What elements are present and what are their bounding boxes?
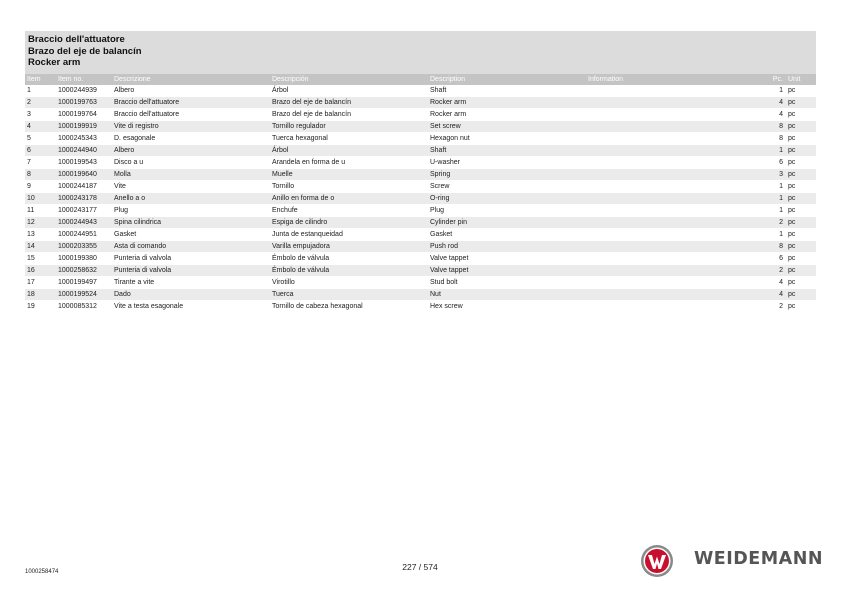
col-header-information: Information bbox=[586, 74, 756, 85]
cell-description: Hexagon nut bbox=[428, 133, 586, 145]
cell-description: Plug bbox=[428, 205, 586, 217]
cell-descrizione: Vite di registro bbox=[112, 121, 270, 133]
cell-item-no: 1000244939 bbox=[56, 85, 112, 97]
table-row bbox=[25, 145, 816, 157]
col-header-pc: Pc. bbox=[756, 74, 786, 85]
title-band bbox=[25, 31, 816, 74]
cell-information bbox=[586, 145, 756, 157]
cell-item-no: 1000199764 bbox=[56, 109, 112, 121]
cell-descrizione: Punteria di valvola bbox=[112, 265, 270, 277]
table-row bbox=[25, 217, 816, 229]
cell-pc: 4 bbox=[756, 97, 786, 109]
table-row bbox=[25, 85, 816, 97]
cell-item: 14 bbox=[25, 241, 56, 253]
cell-description: U-washer bbox=[428, 157, 586, 169]
cell-item: 3 bbox=[25, 109, 56, 121]
cell-pc: 4 bbox=[756, 289, 786, 301]
cell-information bbox=[586, 193, 756, 205]
cell-descripcion: Tornillo regulador bbox=[270, 121, 428, 133]
cell-description: Set screw bbox=[428, 121, 586, 133]
cell-description: Valve tappet bbox=[428, 265, 586, 277]
cell-descrizione: D. esagonale bbox=[112, 133, 270, 145]
cell-item-no: 1000258632 bbox=[56, 265, 112, 277]
cell-pc: 4 bbox=[756, 277, 786, 289]
cell-description: Shaft bbox=[428, 85, 586, 97]
cell-descrizione: Vite bbox=[112, 181, 270, 193]
cell-descrizione: Tirante a vite bbox=[112, 277, 270, 289]
cell-pc: 8 bbox=[756, 133, 786, 145]
cell-item: 15 bbox=[25, 253, 56, 265]
cell-description: Hex screw bbox=[428, 301, 586, 313]
cell-pc: 8 bbox=[756, 121, 786, 133]
cell-unit: pc bbox=[786, 265, 816, 277]
cell-item: 18 bbox=[25, 289, 56, 301]
cell-descripcion: Brazo del eje de balancín bbox=[270, 109, 428, 121]
cell-description: Rocker arm bbox=[428, 97, 586, 109]
cell-item: 6 bbox=[25, 145, 56, 157]
cell-item: 10 bbox=[25, 193, 56, 205]
cell-item-no: 1000199524 bbox=[56, 289, 112, 301]
cell-unit: pc bbox=[786, 217, 816, 229]
cell-information bbox=[586, 229, 756, 241]
cell-item-no: 1000199763 bbox=[56, 97, 112, 109]
cell-descrizione: Disco a u bbox=[112, 157, 270, 169]
cell-pc: 1 bbox=[756, 205, 786, 217]
cell-unit: pc bbox=[786, 289, 816, 301]
title-english: Rocker arm bbox=[28, 57, 81, 68]
cell-descripcion: Tuerca hexagonal bbox=[270, 133, 428, 145]
cell-pc: 3 bbox=[756, 169, 786, 181]
cell-item-no: 1000243178 bbox=[56, 193, 112, 205]
cell-item: 19 bbox=[25, 301, 56, 313]
cell-descrizione: Dado bbox=[112, 289, 270, 301]
table-row bbox=[25, 277, 816, 289]
cell-descripcion: Émbolo de válvula bbox=[270, 265, 428, 277]
cell-item: 9 bbox=[25, 181, 56, 193]
cell-item-no: 1000199497 bbox=[56, 277, 112, 289]
cell-description: Cylinder pin bbox=[428, 217, 586, 229]
cell-description: O-ring bbox=[428, 193, 586, 205]
cell-item: 12 bbox=[25, 217, 56, 229]
col-header-descripcion: Descripción bbox=[270, 74, 428, 85]
cell-information bbox=[586, 241, 756, 253]
cell-pc: 1 bbox=[756, 85, 786, 97]
table-row bbox=[25, 241, 816, 253]
cell-pc: 2 bbox=[756, 301, 786, 313]
cell-descrizione: Braccio dell'attuatore bbox=[112, 109, 270, 121]
cell-information bbox=[586, 109, 756, 121]
cell-descripcion: Arandela en forma de u bbox=[270, 157, 428, 169]
table-row bbox=[25, 205, 816, 217]
cell-descrizione: Vite a testa esagonale bbox=[112, 301, 270, 313]
table-row bbox=[25, 109, 816, 121]
cell-information bbox=[586, 289, 756, 301]
cell-descrizione: Punteria di valvola bbox=[112, 253, 270, 265]
cell-item: 11 bbox=[25, 205, 56, 217]
cell-unit: pc bbox=[786, 241, 816, 253]
cell-information bbox=[586, 169, 756, 181]
cell-item: 17 bbox=[25, 277, 56, 289]
cell-item: 4 bbox=[25, 121, 56, 133]
cell-pc: 2 bbox=[756, 217, 786, 229]
cell-description: Valve tappet bbox=[428, 253, 586, 265]
table-row bbox=[25, 229, 816, 241]
table-row bbox=[25, 253, 816, 265]
cell-item-no: 1000199640 bbox=[56, 169, 112, 181]
cell-information bbox=[586, 85, 756, 97]
cell-pc: 1 bbox=[756, 229, 786, 241]
cell-information bbox=[586, 121, 756, 133]
cell-item-no: 1000199543 bbox=[56, 157, 112, 169]
cell-descripcion: Enchufe bbox=[270, 205, 428, 217]
cell-pc: 1 bbox=[756, 145, 786, 157]
table-row bbox=[25, 193, 816, 205]
cell-descrizione: Molla bbox=[112, 169, 270, 181]
cell-descripcion: Tornillo bbox=[270, 181, 428, 193]
cell-item-no: 1000085312 bbox=[56, 301, 112, 313]
table-row bbox=[25, 289, 816, 301]
cell-pc: 4 bbox=[756, 109, 786, 121]
cell-unit: pc bbox=[786, 145, 816, 157]
cell-unit: pc bbox=[786, 169, 816, 181]
cell-pc: 6 bbox=[756, 253, 786, 265]
cell-information bbox=[586, 157, 756, 169]
cell-description: Push rod bbox=[428, 241, 586, 253]
cell-information bbox=[586, 265, 756, 277]
cell-description: Nut bbox=[428, 289, 586, 301]
cell-unit: pc bbox=[786, 193, 816, 205]
cell-unit: pc bbox=[786, 133, 816, 145]
cell-information bbox=[586, 97, 756, 109]
cell-description: Spring bbox=[428, 169, 586, 181]
cell-unit: pc bbox=[786, 97, 816, 109]
cell-unit: pc bbox=[786, 85, 816, 97]
col-header-item-no: Item no. bbox=[56, 74, 112, 85]
cell-unit: pc bbox=[786, 205, 816, 217]
cell-description: Screw bbox=[428, 181, 586, 193]
cell-pc: 1 bbox=[756, 181, 786, 193]
cell-descripcion: Junta de estanqueidad bbox=[270, 229, 428, 241]
cell-descrizione: Braccio dell'attuatore bbox=[112, 97, 270, 109]
cell-descrizione: Albero bbox=[112, 85, 270, 97]
cell-unit: pc bbox=[786, 121, 816, 133]
cell-item-no: 1000244951 bbox=[56, 229, 112, 241]
document-number: 1000258474 bbox=[25, 569, 59, 575]
table-row bbox=[25, 301, 816, 313]
cell-item: 7 bbox=[25, 157, 56, 169]
cell-item-no: 1000199380 bbox=[56, 253, 112, 265]
cell-information bbox=[586, 277, 756, 289]
cell-descripcion: Varilla empujadora bbox=[270, 241, 428, 253]
cell-unit: pc bbox=[786, 181, 816, 193]
cell-descrizione: Plug bbox=[112, 205, 270, 217]
col-header-descrizione: Descrizione bbox=[112, 74, 270, 85]
brand-wordmark: WEIDEMANN bbox=[694, 549, 823, 569]
cell-descripcion: Tuerca bbox=[270, 289, 428, 301]
cell-pc: 1 bbox=[756, 193, 786, 205]
cell-item-no: 1000199919 bbox=[56, 121, 112, 133]
cell-descrizione: Albero bbox=[112, 145, 270, 157]
cell-item: 13 bbox=[25, 229, 56, 241]
cell-unit: pc bbox=[786, 157, 816, 169]
table-row bbox=[25, 169, 816, 181]
cell-descripcion: Virotillo bbox=[270, 277, 428, 289]
cell-unit: pc bbox=[786, 277, 816, 289]
cell-descripcion: Árbol bbox=[270, 85, 428, 97]
cell-unit: pc bbox=[786, 253, 816, 265]
page-number: 227 / 574 bbox=[402, 562, 438, 572]
cell-item: 1 bbox=[25, 85, 56, 97]
cell-descripcion: Espiga de cilindro bbox=[270, 217, 428, 229]
cell-information bbox=[586, 205, 756, 217]
cell-pc: 8 bbox=[756, 241, 786, 253]
cell-descripcion: Anillo en forma de o bbox=[270, 193, 428, 205]
table-header-row bbox=[25, 74, 816, 85]
title-spanish: Brazo del eje de balancín bbox=[28, 45, 142, 57]
weidemann-w-logo-icon bbox=[640, 544, 674, 578]
cell-description: Gasket bbox=[428, 229, 586, 241]
cell-description: Stud bolt bbox=[428, 277, 586, 289]
cell-pc: 6 bbox=[756, 157, 786, 169]
col-header-description: Description bbox=[428, 74, 586, 85]
cell-descrizione: Spina cilindrica bbox=[112, 217, 270, 229]
table-row bbox=[25, 133, 816, 145]
cell-descripcion: Muelle bbox=[270, 169, 428, 181]
cell-pc: 2 bbox=[756, 265, 786, 277]
cell-information bbox=[586, 301, 756, 313]
table-row bbox=[25, 265, 816, 277]
cell-item-no: 1000244187 bbox=[56, 181, 112, 193]
cell-item-no: 1000203355 bbox=[56, 241, 112, 253]
cell-unit: pc bbox=[786, 109, 816, 121]
cell-information bbox=[586, 217, 756, 229]
cell-descripcion: Árbol bbox=[270, 145, 428, 157]
cell-description: Rocker arm bbox=[428, 109, 586, 121]
parts-table bbox=[25, 74, 816, 313]
table-row bbox=[25, 157, 816, 169]
cell-item: 5 bbox=[25, 133, 56, 145]
title-italian: Braccio dell'attuatore bbox=[28, 34, 125, 45]
cell-item: 8 bbox=[25, 169, 56, 181]
table-row bbox=[25, 121, 816, 133]
cell-descripcion: Tornillo de cabeza hexagonal bbox=[270, 301, 428, 313]
cell-item-no: 1000245343 bbox=[56, 133, 112, 145]
cell-descrizione: Gasket bbox=[112, 229, 270, 241]
col-header-item: Item bbox=[25, 74, 56, 85]
cell-description: Shaft bbox=[428, 145, 586, 157]
cell-descrizione: Anello a o bbox=[112, 193, 270, 205]
cell-unit: pc bbox=[786, 301, 816, 313]
table-row bbox=[25, 97, 816, 109]
col-header-unit: Unit bbox=[786, 74, 816, 85]
cell-information bbox=[586, 133, 756, 145]
cell-descrizione: Asta di comando bbox=[112, 241, 270, 253]
cell-item: 2 bbox=[25, 97, 56, 109]
cell-item-no: 1000244943 bbox=[56, 217, 112, 229]
cell-information bbox=[586, 181, 756, 193]
cell-descripcion: Émbolo de válvula bbox=[270, 253, 428, 265]
cell-item-no: 1000244940 bbox=[56, 145, 112, 157]
cell-item: 16 bbox=[25, 265, 56, 277]
cell-information bbox=[586, 253, 756, 265]
cell-descripcion: Brazo del eje de balancín bbox=[270, 97, 428, 109]
cell-item-no: 1000243177 bbox=[56, 205, 112, 217]
cell-unit: pc bbox=[786, 229, 816, 241]
table-row bbox=[25, 181, 816, 193]
